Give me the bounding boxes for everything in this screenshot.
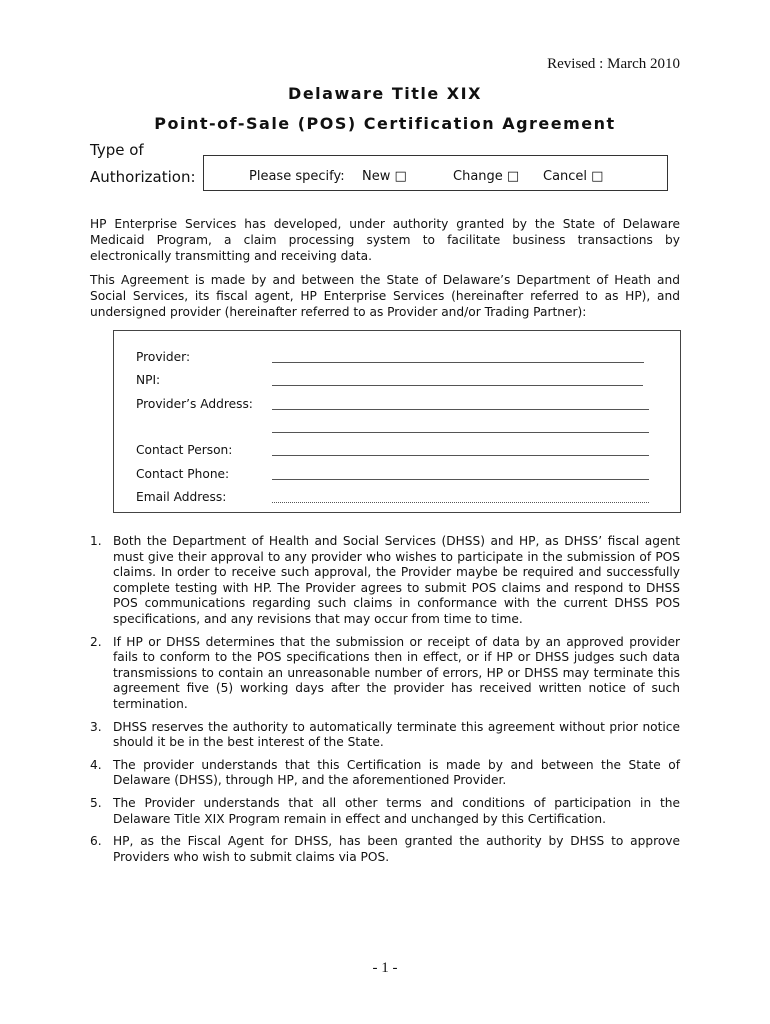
new-checkbox[interactable]: New □ [362,169,407,184]
contact-person-field[interactable] [272,455,649,456]
term-number: 3. [90,719,102,734]
revision-date: Revised : March 2010 [547,56,680,72]
term-text: If HP or DHSS determines that the submission or receipt of data by an approved provider fails to conform to the POS specifications then in effect, or if HP or DHSS judges such data transmissions to contain an unreasonable number of errors, HP or DHSS may terminate this agreement five (5) working days after the provider has received written notice of such termination. [113,634,680,711]
term-text: The Provider understands that all other terms and conditions of participation in the Delaware Title XIX Program remain in effect and unchanged by this Certification. [113,795,680,826]
term-item [90,758,680,789]
term-item [90,635,680,713]
intro-paragraph-1: HP Enterprise Services has developed, under authority granted by the State of Delaware Medicaid Program, a claim processing system to facilitate business transactions by electronically transmitting and receiving data. [90,217,680,263]
address-label: Provider’s Address: [136,397,253,411]
term-number: 4. [90,757,102,772]
contact-phone-field[interactable] [272,479,649,480]
term-number: 2. [90,634,102,649]
contact-phone-label: Contact Phone: [136,467,230,481]
email-label: Email Address: [136,490,227,504]
contact-person-label: Contact Person: [136,443,233,457]
provider-info-box [113,330,681,513]
change-checkbox[interactable]: Change □ [453,169,520,184]
cancel-checkbox[interactable]: Cancel □ [543,169,604,184]
email-field[interactable] [272,502,649,503]
term-text: The provider understands that this Certification is made by and between the State of Delaware (DHSS), through HP, and the aforementioned Provider. [113,757,680,788]
type-of-label: Type of [90,141,144,159]
term-number: 6. [90,834,102,849]
term-item [90,834,680,865]
address-field-line-2[interactable] [272,432,649,433]
provider-label: Provider: [136,350,191,364]
term-item [90,720,680,751]
document-subtitle: Point-of-Sale (POS) Certification Agreement [154,114,616,133]
intro-paragraph-2: This Agreement is made by and between the State of Delaware’s Department of Heath and Social Services, its fiscal agent, HP Enterprise Services (hereinafter referred to as HP), and undersigned provider (hereinafter referred to as Provider and/or Trading Partner): [90,273,680,319]
term-number: 1. [90,534,102,548]
authorization-box [203,155,668,191]
term-item [90,796,680,827]
address-field-line-1[interactable] [272,409,649,410]
authorization-label: Authorization: [90,168,196,186]
term-number: 5. [90,795,102,810]
term-text: DHSS reserves the authority to automatically terminate this agreement without prior notice should it be in the best interest of the State. [113,719,680,750]
npi-field[interactable] [272,385,643,386]
term-item [90,534,680,628]
terms-list [90,534,680,872]
document-title: Delaware Title XIX [288,84,482,103]
term-text: Both the Department of Health and Social Services (DHSS) and HP, as DHSS’ fiscal agent must give their approval to any provider who wishes to participate in the submission of POS claims. In order to receive such approval, the Provider maybe be required and successfully complete testing with HP. The Provider agrees to submit POS claims and respond to DHSS POS communications regarding such claims in conformance with the current DHSS POS specifications, and any revisions that may occur from time to time. [113,534,680,626]
please-specify-label: Please specify: [249,169,345,184]
term-text: HP, as the Fiscal Agent for DHSS, has been granted the authority by DHSS to approve Providers who wish to submit claims via POS. [113,834,680,864]
page-number: - 1 - [372,960,398,976]
provider-field[interactable] [272,362,644,363]
npi-label: NPI: [136,373,161,387]
